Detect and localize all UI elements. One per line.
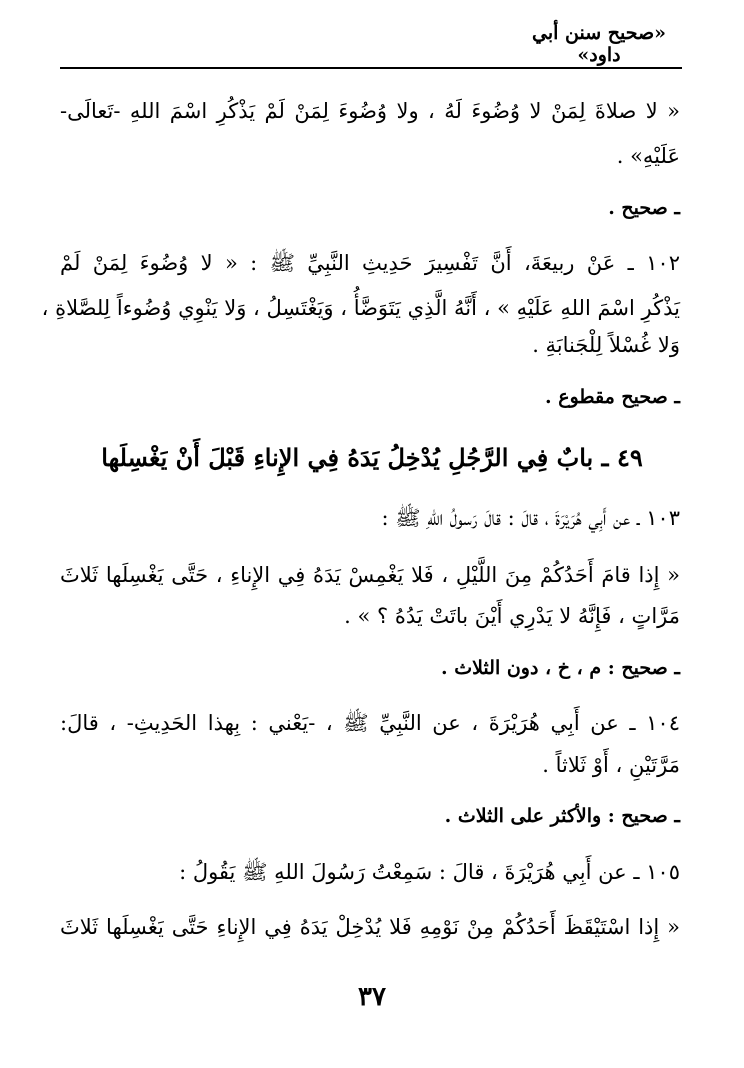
hadith-105-line-2: « إِذا اسْتَيْقَظَ أَحَدُكُمْ مِنْ نَوْمِهِ فَلا يُدْخِلْ يَدَهُ فِي الإِناءِ حَتَّى يَغْسِلَها ثَلاثَ [60,915,680,939]
hadith-101-line-1: « لا صلاةَ لِمَنْ لا وُضُوءَ لَهُ ، ولا وُضُوءَ لِمَنْ لَمْ يَذْكُرِ اسْمَ اللهِ -تَعالَى- [60,99,680,123]
grade-104: ـ صحيح : والأكثر على الثلاث . [444,805,680,827]
chapter-49-heading: ٤٩ ـ بابٌ فِي الرَّجُلِ يُدْخِلُ يَدَهُ فِي الإِناءِ قَبْلَ أَنْ يَغْسِلَها [101,443,643,472]
hadith-101-line-2: عَلَيْهِ» . [616,144,680,168]
header-rule [60,67,682,69]
hadith-105-line-1: ١٠٥ ـ عن أَبِي هُرَيْرَةَ ، قالَ : سَمِعْتُ رَسُولَ اللهِ ﷺ يَقُولُ : [179,860,680,884]
grade-102: ـ صحيح مقطوع . [545,386,680,408]
hadith-103-line-3: مَرَّاتٍ ، فَإِنَّهُ لا يَدْرِي أَيْنَ باتَتْ يَدُهُ ؟ » . [344,604,680,628]
hadith-102-line-3: وَلا غُسْلاً لِلْجَنابَةِ . [532,333,680,357]
hadith-104-line-2: مَرَّتَيْنِ ، أَوْ ثَلاثاً . [542,753,680,777]
running-header-title: «صحيح سنن أبي داود» [531,22,667,66]
hadith-103-line-2: « إِذا قامَ أَحَدُكُمْ مِنَ اللَّيْلِ ، فَلا يَغْمِسْ يَدَهُ فِي الإِناءِ ، حَتَّى يَغْسِلَها ثَلاثَ [60,563,680,587]
hadith-103-line-1: ١٠٣ ـ عن أَبِي هُرَيْرَةَ ، قالَ : قالَ رَسولُ اللهِ ﷺ : [381,506,680,530]
grade-103: ـ صحيح : م ، خ ، دون الثلاث . [440,657,680,679]
grade-101: ـ صحيح . [608,197,680,219]
hadith-102-line-1: ١٠٢ ـ عَنْ ربيعَةَ، أَنَّ تَفْسِيرَ حَدِيثِ النَّبِيِّ ﷺ : « لا وُضُوءَ لِمَنْ لَمْ [60,251,680,275]
hadith-102-line-2: يَذْكُرِ اسْمَ اللهِ عَلَيْهِ » ، أَنَّهُ الَّذِي يَتَوَضَّأُ ، وَيَغْتَسِلُ ، وَلا يَنْوِي وُضُوءاً لِلصَّلاةِ ، [41,296,680,320]
page-number: ٣٧ [358,982,386,1012]
hadith-104-line-1: ١٠٤ ـ عن أَبِي هُرَيْرَةَ ، عن النَّبِيِّ ﷺ ، -يَعْني : بِهذا الحَدِيثِ- ، قالَ: [60,711,680,735]
